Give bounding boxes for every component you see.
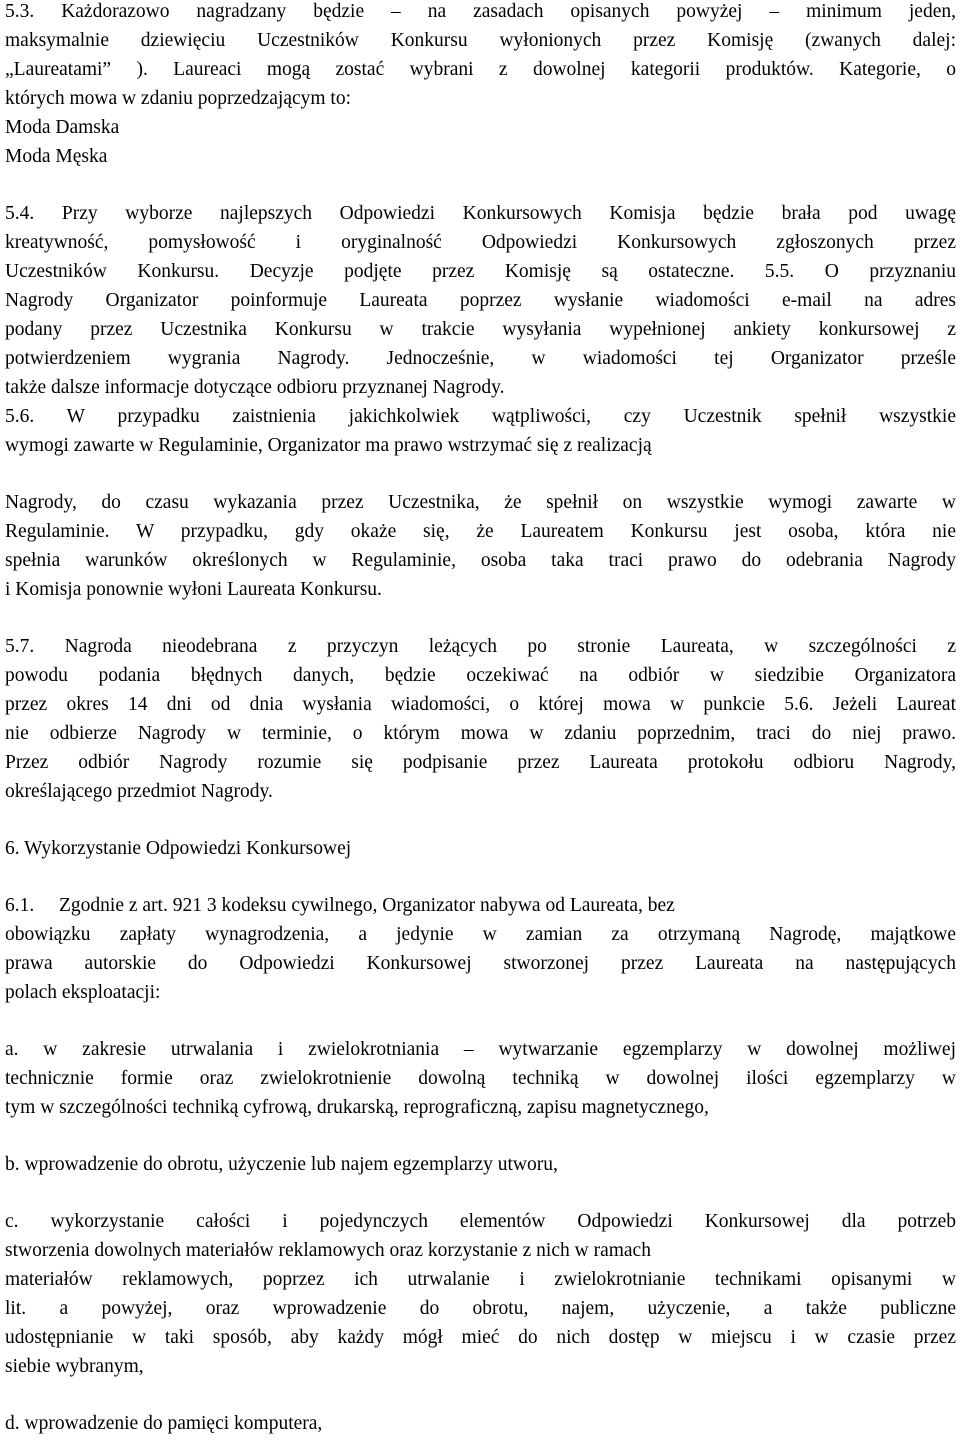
- clause-text: Zgodnie z art. 921 3 kodeksu cywilnego, Organizator nabywa od Laureata, bez: [59, 895, 675, 916]
- text-line: Regulaminie. W przypadku, gdy okaże się, że Laureatem Konkursu jest osoba, która nie: [5, 521, 956, 542]
- text-line: polach eksploatacji:: [5, 982, 161, 1003]
- text-line: 5.4. Przy wyborze najlepszych Odpowiedzi Konkursowych Komisja będzie brała pod uwagę: [5, 203, 956, 224]
- list-item: d. wprowadzenie do pamięci komputera,: [5, 1413, 323, 1434]
- text-line: kreatywność, pomysłowość i oryginalność Odpowiedzi Konkursowych zgłoszonych przez: [5, 232, 956, 253]
- text-line: lit. a powyżej, oraz wprowadzenie do obrotu, najem, użyczenie, a także publiczne: [5, 1298, 956, 1319]
- text-line: obowiązku zapłaty wynagrodzenia, a jedynie w zamian za otrzymaną Nagrodę, majątkowe: [5, 924, 956, 945]
- text-line: także dalsze informacje dotyczące odbioru przyznanej Nagrody.: [5, 377, 505, 398]
- category-item: Moda Męska: [5, 146, 108, 167]
- section-heading: 6. Wykorzystanie Odpowiedzi Konkursowej: [5, 838, 352, 859]
- category-item: Moda Damska: [5, 117, 120, 138]
- text-line: siebie wybranym,: [5, 1356, 144, 1377]
- text-line: maksymalnie dziewięciu Uczestników Konkursu wyłonionych przez Komisję (zwanych dalej:: [5, 30, 956, 51]
- text-line: stworzenia dowolnych materiałów reklamowych oraz korzystanie z nich w ramach: [5, 1240, 651, 1261]
- text-line: przez okres 14 dni od dnia wysłania wiadomości, o której mowa w punkcie 5.6. Jeżeli Laureat: [5, 694, 956, 715]
- text-line: których mowa w zdaniu poprzedzającym to:: [5, 88, 352, 109]
- text-line: wymogi zawarte w Regulaminie, Organizator ma prawo wstrzymać się z realizacją: [5, 435, 652, 456]
- text-line: nie odbierze Nagrody w terminie, o którym mowa w zdaniu poprzednim, traci do niej prawo.: [5, 723, 956, 744]
- text-line: Uczestników Konkursu. Decyzje podjęte przez Komisję są ostateczne. 5.5. O przyznaniu: [5, 261, 956, 282]
- text-line: podany przez Uczestnika Konkursu w trakcie wysyłania wypełnionej ankiety konkursowej z: [5, 319, 956, 340]
- text-line: 5.3. Każdorazowo nagradzany będzie – na zasadach opisanych powyżej – minimum jeden,: [5, 1, 956, 22]
- text-line: udostępnianie w taki sposób, aby każdy mógł mieć do nich dostęp w miejscu i w czasie przez: [5, 1327, 956, 1348]
- text-line: Przez odbiór Nagrody rozumie się podpisanie przez Laureata protokołu odbioru Nagrody,: [5, 752, 956, 773]
- text-line: Nagrody Organizator poinformuje Laureata poprzez wysłanie wiadomości e-mail na adres: [5, 290, 956, 311]
- text-line: „Laureatami” ). Laureaci mogą zostać wybrani z dowolnej kategorii produktów. Kategorie, o: [5, 59, 956, 80]
- text-line: 5.7. Nagroda nieodebrana z przyczyn leżących po stronie Laureata, w szczególności z: [5, 636, 956, 657]
- clause-number: 6.1.: [5, 895, 35, 916]
- text-line: Nagrody, do czasu wykazania przez Uczestnika, że spełnił on wszystkie wymogi zawarte w: [5, 492, 956, 513]
- text-line: powodu podania błędnych danych, będzie oczekiwać na odbiór w siedzibie Organizatora: [5, 665, 956, 686]
- text-line: prawa autorskie do Odpowiedzi Konkursowej stworzonej przez Laureata na następujących: [5, 953, 956, 974]
- clause-line: [5, 891, 956, 920]
- list-item: c. wykorzystanie całości i pojedynczych elementów Odpowiedzi Konkursowej dla potrzeb: [5, 1211, 956, 1232]
- text-line: 5.6. W przypadku zaistnienia jakichkolwiek wątpliwości, czy Uczestnik spełnił wszystkie: [5, 406, 956, 427]
- list-item: b. wprowadzenie do obrotu, użyczenie lub najem egzemplarzy utworu,: [5, 1154, 558, 1175]
- text-line: tym w szczególności techniką cyfrową, drukarską, reprograficzną, zapisu magnetycznego,: [5, 1097, 709, 1118]
- text-line: określającego przedmiot Nagrody.: [5, 781, 273, 802]
- text-line: potwierdzeniem wygrania Nagrody. Jednocześnie, w wiadomości tej Organizator prześle: [5, 348, 956, 369]
- text-line: materiałów reklamowych, poprzez ich utrwalanie i zwielokrotnianie technikami opisanymi w: [5, 1269, 956, 1290]
- text-line: technicznie formie oraz zwielokrotnienie dowolną techniką w dowolnej ilości egzemplarzy w: [5, 1068, 956, 1089]
- list-item: a. w zakresie utrwalania i zwielokrotniania – wytwarzanie egzemplarzy w dowolnej możliwej: [5, 1039, 956, 1060]
- text-line: i Komisja ponownie wyłoni Laureata Konkursu.: [5, 579, 382, 600]
- text-line: spełnia warunków określonych w Regulaminie, osoba taka traci prawo do odebrania Nagrody: [5, 550, 956, 571]
